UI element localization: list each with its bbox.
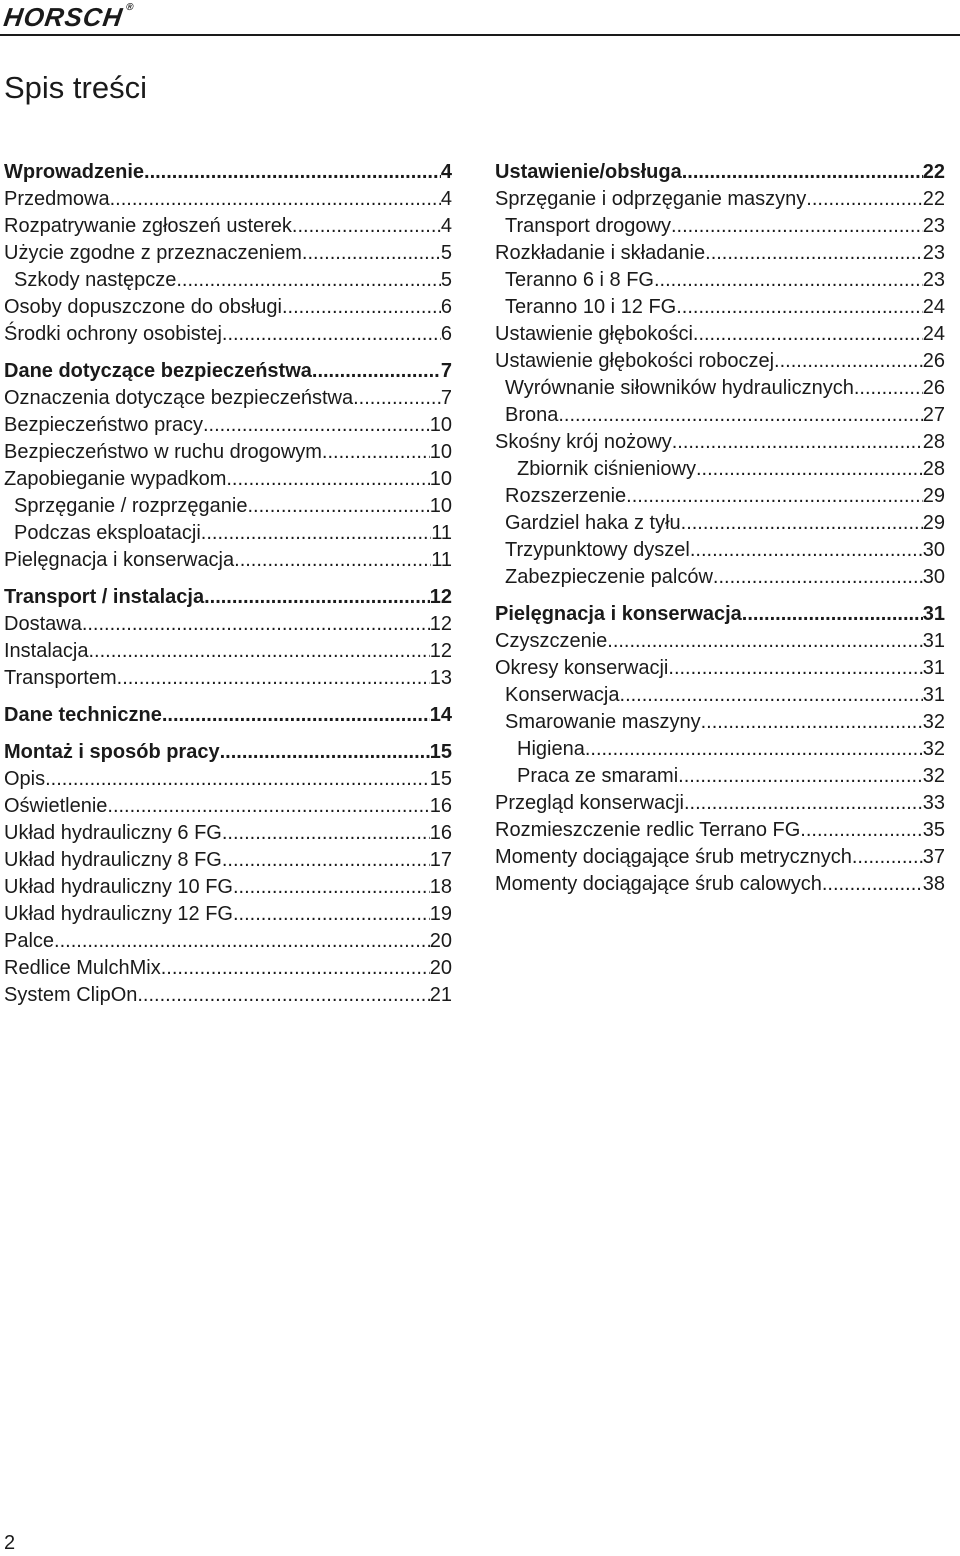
toc-leader-dots bbox=[852, 844, 923, 871]
toc-entry-page: 11 bbox=[431, 522, 452, 544]
toc-entry[interactable] bbox=[4, 584, 452, 611]
toc-entry-title: Opis bbox=[4, 768, 46, 790]
toc-entry-title: Momenty dociągające śrub calowych bbox=[495, 873, 822, 895]
toc-entry-title: Osoby dopuszczone do obsługi bbox=[4, 296, 282, 318]
toc-entry-title: Ustawienie głębokości roboczej bbox=[495, 350, 775, 372]
toc-entry-title: Zbiornik ciśnieniowy bbox=[517, 458, 696, 480]
toc-entry[interactable] bbox=[495, 790, 945, 817]
toc-entry[interactable] bbox=[4, 267, 452, 294]
toc-entry-page: 14 bbox=[429, 704, 452, 726]
toc-entry-page: 16 bbox=[429, 822, 452, 844]
toc-entry-title: Dane techniczne bbox=[4, 704, 162, 726]
toc-entry-title: Smarowanie maszyny bbox=[505, 711, 701, 733]
toc-entry-page: 10 bbox=[429, 414, 452, 436]
toc-entry-title: Momenty dociągające śrub metrycznych bbox=[495, 846, 852, 868]
toc-leader-dots bbox=[671, 213, 923, 240]
toc-entry[interactable] bbox=[4, 321, 452, 348]
toc-leader-dots bbox=[137, 982, 429, 1009]
toc-entry[interactable] bbox=[4, 493, 452, 520]
toc-entry-page: 32 bbox=[922, 765, 945, 787]
toc-entry-page: 15 bbox=[429, 741, 452, 763]
toc-entry-title: Podczas eksploatacji bbox=[14, 522, 201, 544]
toc-left-column bbox=[4, 159, 452, 1009]
toc-leader-dots bbox=[247, 493, 429, 520]
page-title: Spis treści bbox=[4, 70, 147, 105]
toc-entry-title: Przedmowa bbox=[4, 188, 110, 210]
toc-entry[interactable] bbox=[4, 240, 452, 267]
toc-leader-dots bbox=[800, 817, 922, 844]
toc-entry-page: 32 bbox=[922, 711, 945, 733]
toc-entry-title: Zapobieganie wypadkom bbox=[4, 468, 227, 490]
toc-entry-page: 18 bbox=[429, 876, 452, 898]
toc-entry-title: Higiena bbox=[517, 738, 585, 760]
toc-entry[interactable] bbox=[4, 928, 452, 955]
toc-entry[interactable] bbox=[495, 348, 945, 375]
toc-entry-title: Dostawa bbox=[4, 613, 82, 635]
toc-leader-dots bbox=[203, 412, 430, 439]
toc-leader-dots bbox=[713, 564, 923, 591]
toc-entry[interactable] bbox=[4, 412, 452, 439]
toc-entry[interactable] bbox=[495, 159, 945, 186]
toc-entry[interactable] bbox=[4, 766, 452, 793]
toc-entry-title: Konserwacja bbox=[505, 684, 620, 706]
toc-entry-page: 4 bbox=[440, 188, 452, 210]
toc-entry[interactable] bbox=[4, 702, 452, 729]
toc-leader-dots bbox=[222, 820, 430, 847]
toc-entry-page: 23 bbox=[922, 242, 945, 264]
toc-entry-page: 10 bbox=[429, 468, 452, 490]
toc-entry-title: Teranno 10 i 12 FG bbox=[505, 296, 677, 318]
toc-leader-dots bbox=[684, 790, 923, 817]
toc-entry[interactable] bbox=[4, 520, 452, 547]
toc-entry-page: 20 bbox=[429, 957, 452, 979]
toc-leader-dots bbox=[322, 439, 430, 466]
toc-entry-page: 29 bbox=[922, 485, 945, 507]
toc-leader-dots bbox=[690, 537, 923, 564]
toc-entry-page: 38 bbox=[922, 873, 945, 895]
toc-leader-dots bbox=[558, 402, 922, 429]
toc-entry-title: Pielęgnacja i konserwacja bbox=[495, 603, 742, 625]
toc-entry-page: 4 bbox=[440, 161, 452, 183]
toc-entry-page: 19 bbox=[429, 903, 452, 925]
toc-entry-page: 21 bbox=[429, 984, 452, 1006]
toc-entry-title: Oznaczenia dotyczące bezpieczeństwa bbox=[4, 387, 354, 409]
toc-entry-title: Montaż i sposób pracy bbox=[4, 741, 220, 763]
toc-entry-page: 15 bbox=[429, 768, 452, 790]
toc-entry[interactable] bbox=[495, 456, 945, 483]
toc-entry-page: 12 bbox=[429, 613, 452, 635]
toc-entry[interactable] bbox=[495, 429, 945, 456]
toc-entry-page: 31 bbox=[922, 657, 945, 679]
toc-leader-dots bbox=[620, 682, 923, 709]
toc-leader-dots bbox=[654, 267, 923, 294]
toc-leader-dots bbox=[162, 702, 430, 729]
toc-entry-title: Instalacja bbox=[4, 640, 89, 662]
toc-leader-dots bbox=[626, 483, 923, 510]
toc-entry-title: Bezpieczeństwo pracy bbox=[4, 414, 203, 436]
toc-entry-page: 23 bbox=[922, 215, 945, 237]
toc-entry-page: 30 bbox=[922, 539, 945, 561]
toc-leader-dots bbox=[312, 358, 441, 385]
toc-entry[interactable] bbox=[4, 982, 452, 1009]
toc-entry-page: 12 bbox=[429, 586, 452, 608]
toc-leader-dots bbox=[201, 520, 431, 547]
toc-entry-title: Brona bbox=[505, 404, 559, 426]
toc-leader-dots bbox=[161, 955, 430, 982]
toc-entry-page: 22 bbox=[922, 161, 945, 183]
toc-entry-title: Oświetlenie bbox=[4, 795, 108, 817]
toc-entry-page: 26 bbox=[922, 377, 945, 399]
toc-entry[interactable] bbox=[495, 871, 945, 898]
toc-entry-title: Rozpatrywanie zgłoszeń usterek bbox=[4, 215, 292, 237]
toc-entry[interactable] bbox=[4, 793, 452, 820]
toc-leader-dots bbox=[222, 847, 430, 874]
toc-entry[interactable] bbox=[4, 820, 452, 847]
toc-leader-dots bbox=[705, 240, 923, 267]
toc-entry-page: 24 bbox=[922, 296, 945, 318]
toc-entry-page: 27 bbox=[922, 404, 945, 426]
toc-entry[interactable] bbox=[4, 665, 452, 692]
toc-entry-page: 33 bbox=[922, 792, 945, 814]
toc-leader-dots bbox=[854, 375, 923, 402]
toc-entry-title: Palce bbox=[4, 930, 55, 952]
toc-entry-page: 4 bbox=[440, 215, 452, 237]
toc-entry-title: Szkody następcze bbox=[14, 269, 177, 291]
toc-entry-page: 13 bbox=[429, 667, 452, 689]
toc-entry[interactable] bbox=[4, 358, 452, 385]
toc-entry-page: 11 bbox=[431, 549, 452, 571]
toc-entry-page: 10 bbox=[429, 495, 452, 517]
toc-entry[interactable] bbox=[495, 844, 945, 871]
toc-entry[interactable] bbox=[495, 763, 945, 790]
toc-entry-title: Bezpieczeństwo w ruchu drogowym bbox=[4, 441, 322, 463]
toc-leader-dots bbox=[676, 294, 923, 321]
toc-entry[interactable] bbox=[4, 847, 452, 874]
toc-entry-title: Przegląd konserwacji bbox=[495, 792, 684, 814]
toc-leader-dots bbox=[302, 240, 441, 267]
toc-entry-page: 5 bbox=[440, 242, 452, 264]
toc-entry-title: Transportem bbox=[4, 667, 117, 689]
toc-entry-title: Trzypunktowy dyszel bbox=[505, 539, 690, 561]
toc-entry[interactable] bbox=[4, 439, 452, 466]
toc-entry[interactable] bbox=[495, 601, 945, 628]
toc-entry[interactable] bbox=[495, 682, 945, 709]
toc-entry[interactable] bbox=[495, 402, 945, 429]
toc-entry[interactable] bbox=[495, 736, 945, 763]
toc-entry[interactable] bbox=[495, 537, 945, 564]
toc-entry-title: Rozmieszczenie redlic Terrano FG bbox=[495, 819, 801, 841]
toc-entry-page: 30 bbox=[922, 566, 945, 588]
toc-entry-page: 17 bbox=[429, 849, 452, 871]
toc-entry[interactable] bbox=[4, 159, 452, 186]
toc-leader-dots bbox=[585, 736, 923, 763]
toc-leader-dots bbox=[678, 763, 923, 790]
toc-leader-dots bbox=[54, 928, 430, 955]
toc-leader-dots bbox=[668, 655, 922, 682]
toc-entry-title: Środki ochrony osobistej bbox=[4, 323, 222, 345]
toc-entry-title: Rozkładanie i składanie bbox=[495, 242, 706, 264]
toc-entry-title: Układ hydrauliczny 8 FG bbox=[4, 849, 222, 871]
toc-entry-title: Układ hydrauliczny 6 FG bbox=[4, 822, 222, 844]
toc-leader-dots bbox=[110, 186, 441, 213]
toc-leader-dots bbox=[226, 466, 429, 493]
toc-entry-page: 31 bbox=[922, 603, 945, 625]
toc-entry[interactable] bbox=[4, 385, 452, 412]
toc-entry[interactable] bbox=[495, 817, 945, 844]
toc-entry-title: Ustawienie głębokości bbox=[495, 323, 693, 345]
registered-mark: ® bbox=[125, 2, 136, 13]
toc-leader-dots bbox=[672, 429, 923, 456]
toc-entry-title: Zabezpieczenie palców bbox=[505, 566, 713, 588]
toc-entry-title: Teranno 6 i 8 FG bbox=[505, 269, 654, 291]
toc-entry[interactable] bbox=[4, 638, 452, 665]
horsch-logo bbox=[2, 2, 135, 33]
toc-entry-page: 26 bbox=[922, 350, 945, 372]
toc-leader-dots bbox=[233, 874, 430, 901]
toc-entry-title: Wprowadzenie bbox=[4, 161, 145, 183]
toc-entry-title: System ClipOn bbox=[4, 984, 138, 1006]
toc-leader-dots bbox=[774, 348, 923, 375]
toc-entry-title: Ustawienie/obsługa bbox=[495, 161, 682, 183]
toc-entry[interactable] bbox=[4, 874, 452, 901]
toc-entry-page: 37 bbox=[922, 846, 945, 868]
toc-entry-page: 29 bbox=[922, 512, 945, 534]
toc-entry[interactable] bbox=[4, 186, 452, 213]
toc-entry-page: 28 bbox=[922, 458, 945, 480]
toc-entry[interactable] bbox=[4, 955, 452, 982]
toc-leader-dots bbox=[682, 159, 923, 186]
toc-entry[interactable] bbox=[495, 375, 945, 402]
toc-entry-title: Transport drogowy bbox=[505, 215, 671, 237]
toc-entry-page: 31 bbox=[922, 630, 945, 652]
toc-entry-title: Dane dotyczące bezpieczeństwa bbox=[4, 360, 312, 382]
toc-leader-dots bbox=[607, 628, 922, 655]
toc-leader-dots bbox=[117, 665, 430, 692]
toc-entry[interactable] bbox=[495, 655, 945, 682]
toc-entry-page: 32 bbox=[922, 738, 945, 760]
toc-leader-dots bbox=[220, 739, 430, 766]
toc-entry-page: 20 bbox=[429, 930, 452, 952]
toc-leader-dots bbox=[176, 267, 441, 294]
toc-entry[interactable] bbox=[4, 739, 452, 766]
toc-entry[interactable] bbox=[495, 267, 945, 294]
toc-entry-title: Użycie zgodne z przeznaczeniem bbox=[4, 242, 302, 264]
toc-entry-page: 24 bbox=[922, 323, 945, 345]
toc-leader-dots bbox=[693, 321, 923, 348]
toc-entry-page: 22 bbox=[922, 188, 945, 210]
toc-entry[interactable] bbox=[495, 483, 945, 510]
page-number: 2 bbox=[4, 1532, 16, 1554]
toc-leader-dots bbox=[282, 294, 441, 321]
toc-leader-dots bbox=[107, 793, 429, 820]
toc-entry-title: Skośny krój nożowy bbox=[495, 431, 672, 453]
toc-right-column bbox=[495, 159, 945, 898]
toc-entry[interactable] bbox=[495, 628, 945, 655]
toc-entry-title: Układ hydrauliczny 10 FG bbox=[4, 876, 233, 898]
toc-entry-page: 28 bbox=[922, 431, 945, 453]
toc-entry-page: 35 bbox=[922, 819, 945, 841]
toc-entry-page: 5 bbox=[440, 269, 452, 291]
toc-entry[interactable] bbox=[4, 611, 452, 638]
toc-entry-title: Okresy konserwacji bbox=[495, 657, 669, 679]
toc-entry[interactable] bbox=[495, 213, 945, 240]
toc-entry-page: 12 bbox=[429, 640, 452, 662]
toc-leader-dots bbox=[806, 186, 922, 213]
toc-leader-dots bbox=[701, 709, 923, 736]
toc-entry[interactable] bbox=[495, 321, 945, 348]
toc-entry-page: 23 bbox=[922, 269, 945, 291]
toc-leader-dots bbox=[82, 611, 430, 638]
toc-entry-title: Wyrównanie siłowników hydraulicznych bbox=[505, 377, 854, 399]
toc-entry[interactable] bbox=[495, 564, 945, 591]
toc-entry-title: Praca ze smarami bbox=[517, 765, 679, 787]
toc-entry[interactable] bbox=[4, 901, 452, 928]
toc-leader-dots bbox=[144, 159, 441, 186]
toc-entry-page: 7 bbox=[440, 387, 452, 409]
toc-leader-dots bbox=[822, 871, 923, 898]
toc-entry-title: Redlice MulchMix bbox=[4, 957, 161, 979]
toc-leader-dots bbox=[292, 213, 441, 240]
toc-entry-page: 6 bbox=[440, 323, 452, 345]
toc-entry[interactable] bbox=[495, 240, 945, 267]
toc-entry[interactable] bbox=[4, 466, 452, 493]
toc-entry-title: Rozszerzenie bbox=[505, 485, 627, 507]
toc-leader-dots bbox=[89, 638, 430, 665]
toc-leader-dots bbox=[233, 901, 430, 928]
toc-entry[interactable] bbox=[495, 709, 945, 736]
toc-entry-title: Sprzęganie i odprzęganie maszyny bbox=[495, 188, 807, 210]
toc-entry-page: 31 bbox=[922, 684, 945, 706]
toc-leader-dots bbox=[204, 584, 430, 611]
toc-entry[interactable] bbox=[495, 294, 945, 321]
toc-entry-title: Transport / instalacja bbox=[4, 586, 205, 608]
toc-entry[interactable] bbox=[4, 547, 452, 574]
toc-leader-dots bbox=[353, 385, 441, 412]
toc-leader-dots bbox=[45, 766, 430, 793]
logo-text: HORSCH bbox=[1, 2, 125, 32]
toc-leader-dots bbox=[222, 321, 441, 348]
toc-entry[interactable] bbox=[495, 186, 945, 213]
toc-leader-dots bbox=[742, 601, 923, 628]
toc-entry-page: 6 bbox=[440, 296, 452, 318]
toc-entry-page: 7 bbox=[440, 360, 452, 382]
toc-entry-title: Układ hydrauliczny 12 FG bbox=[4, 903, 233, 925]
toc-entry[interactable] bbox=[4, 213, 452, 240]
toc-leader-dots bbox=[234, 547, 431, 574]
toc-entry[interactable] bbox=[4, 294, 452, 321]
header-rule bbox=[0, 34, 960, 36]
toc-entry-title: Gardziel haka z tyłu bbox=[505, 512, 681, 534]
toc-entry-title: Pielęgnacja i konserwacja bbox=[4, 549, 235, 571]
toc-entry[interactable] bbox=[495, 510, 945, 537]
toc-entry-page: 10 bbox=[429, 441, 452, 463]
toc-entry-page: 16 bbox=[429, 795, 452, 817]
toc-entry-title: Czyszczenie bbox=[495, 630, 608, 652]
toc-entry-title: Sprzęganie / rozprzęganie bbox=[14, 495, 248, 517]
toc-leader-dots bbox=[681, 510, 923, 537]
toc-leader-dots bbox=[696, 456, 923, 483]
